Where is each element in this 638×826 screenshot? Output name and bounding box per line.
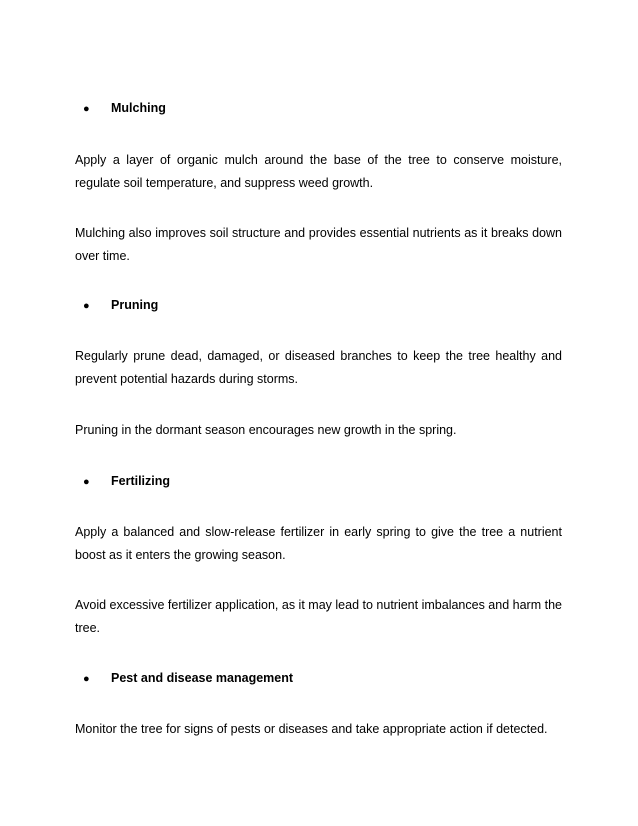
heading-text: Pest and disease management: [111, 671, 294, 685]
heading-text: Pruning: [111, 298, 159, 312]
paragraph: Pruning in the dormant season encourages new growth in the spring.: [75, 423, 457, 437]
bullet-icon: ●: [83, 300, 90, 312]
section-heading-pest-and-disease-management: [83, 670, 293, 687]
section-heading-pruning: [83, 297, 158, 314]
heading-text: Mulching: [111, 101, 166, 115]
paragraph: Monitor the tree for signs of pests or diseases and take appropriate action if detected.: [75, 722, 548, 736]
bullet-icon: ●: [83, 476, 90, 488]
paragraph: Mulching also improves soil structure and provides essential nutrients as it breaks down over time.: [75, 226, 562, 263]
paragraph: Apply a layer of organic mulch around the base of the tree to conserve moisture, regulate soil temperature, and suppress weed growth.: [75, 153, 562, 190]
section-heading-mulching: [83, 100, 166, 117]
bullet-icon: ●: [83, 103, 90, 115]
paragraph: Avoid excessive fertilizer application, as it may lead to nutrient imbalances and harm the tree.: [75, 598, 562, 635]
paragraph: Apply a balanced and slow-release fertilizer in early spring to give the tree a nutrient boost as it enters the growing season.: [75, 525, 562, 562]
section-heading-fertilizing: [83, 473, 170, 490]
paragraph: Regularly prune dead, damaged, or diseased branches to keep the tree healthy and prevent potential hazards during storms.: [75, 349, 562, 386]
bullet-icon: ●: [83, 673, 90, 685]
heading-text: Fertilizing: [111, 474, 171, 488]
